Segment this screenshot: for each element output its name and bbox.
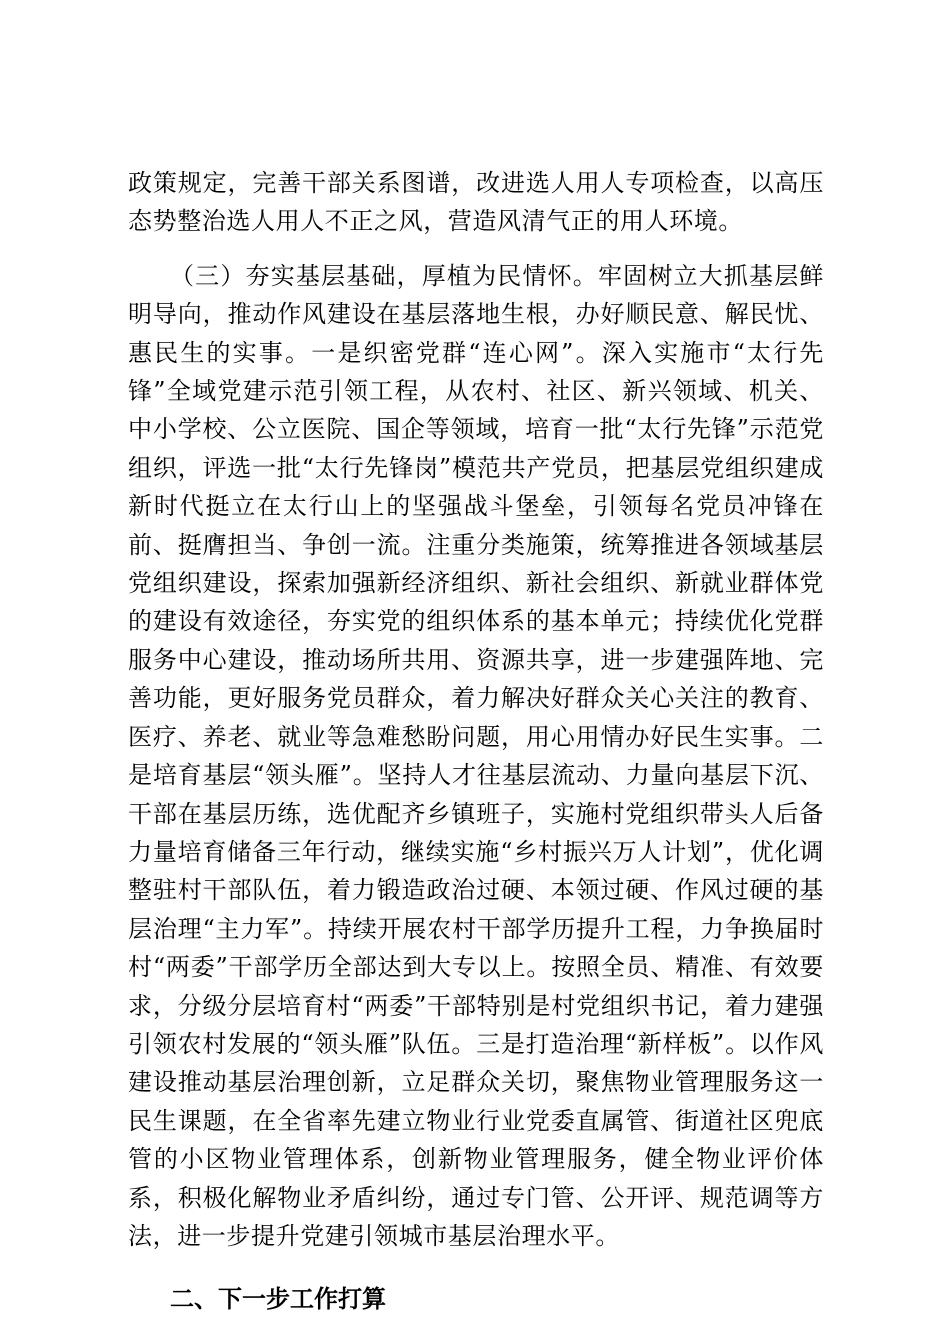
document-page: [128, 164, 824, 1317]
paragraph-section-three: （三）夯实基层基础，厚植为民情怀。牢固树立大抓基层鲜明导向，推动作风建设在基层落地生根，办好顺民意、解民忧、惠民生的实事。一是织密党群“连心网”。深入实施市“太行先锋”全域党建示范引领工程，从农村、社区、新兴领域、机关、中小学校、公立医院、国企等领域，培育一批“太行先锋”示范党组织，评选一批“太行先锋岗”模范共产党员，把基层党组织建成新时代挺立在太行山上的坚强战斗堡垒，引领每名党员冲锋在前、挺膺担当、争创一流。注重分类施策，统筹推进各领域基层党组织建设，探索加强新经济组织、新社会组织、新就业群体党的建设有效途径，夯实党的组织体系的基本单元；持续优化党群服务中心建设，推动场所共用、资源共享，进一步建强阵地、完善功能，更好服务党员群众，着力解决好群众关心关注的教育、医疗、养老、就业等急难愁盼问题，用心用情办好民生实事。二是培育基层“领头雁”。坚持人才往基层流动、力量向基层下沉、干部在基层历练，选优配齐乡镇班子，实施村党组织带头人后备力量培育储备三年行动，继续实施“乡村振兴万人计划”，优化调整驻村干部队伍，着力锻造政治过硬、本领过硬、作风过硬的基层治理“主力军”。持续开展农村干部学历提升工程，力争换届时村“两委”干部学历全部达到大专以上。按照全员、精准、有效要求，分级分层培育村“两委”干部特别是村党组织书记，着力建强引领农村发展的“领头雁”队伍。三是打造治理“新样板”。以作风建设推动基层治理创新，立足群众关切，聚焦物业管理服务这一民生课题，在全省率先建立物业行业党委直属管、街道社区兜底管的小区物业管理体系，创新物业管理服务，健全物业评价体系，积极化解物业矛盾纠纷，通过专门管、公开评、规范调等方法，进一步提升党建引领城市基层治理水平。: [128, 261, 824, 1250]
paragraph-continued: 政策规定，完善干部关系图谱，改进选人用人专项检查，以高压态势整治选人用人不正之风，营造风清气正的用人环境。: [128, 169, 824, 236]
section-heading: 二、下一步工作打算: [170, 1285, 386, 1314]
